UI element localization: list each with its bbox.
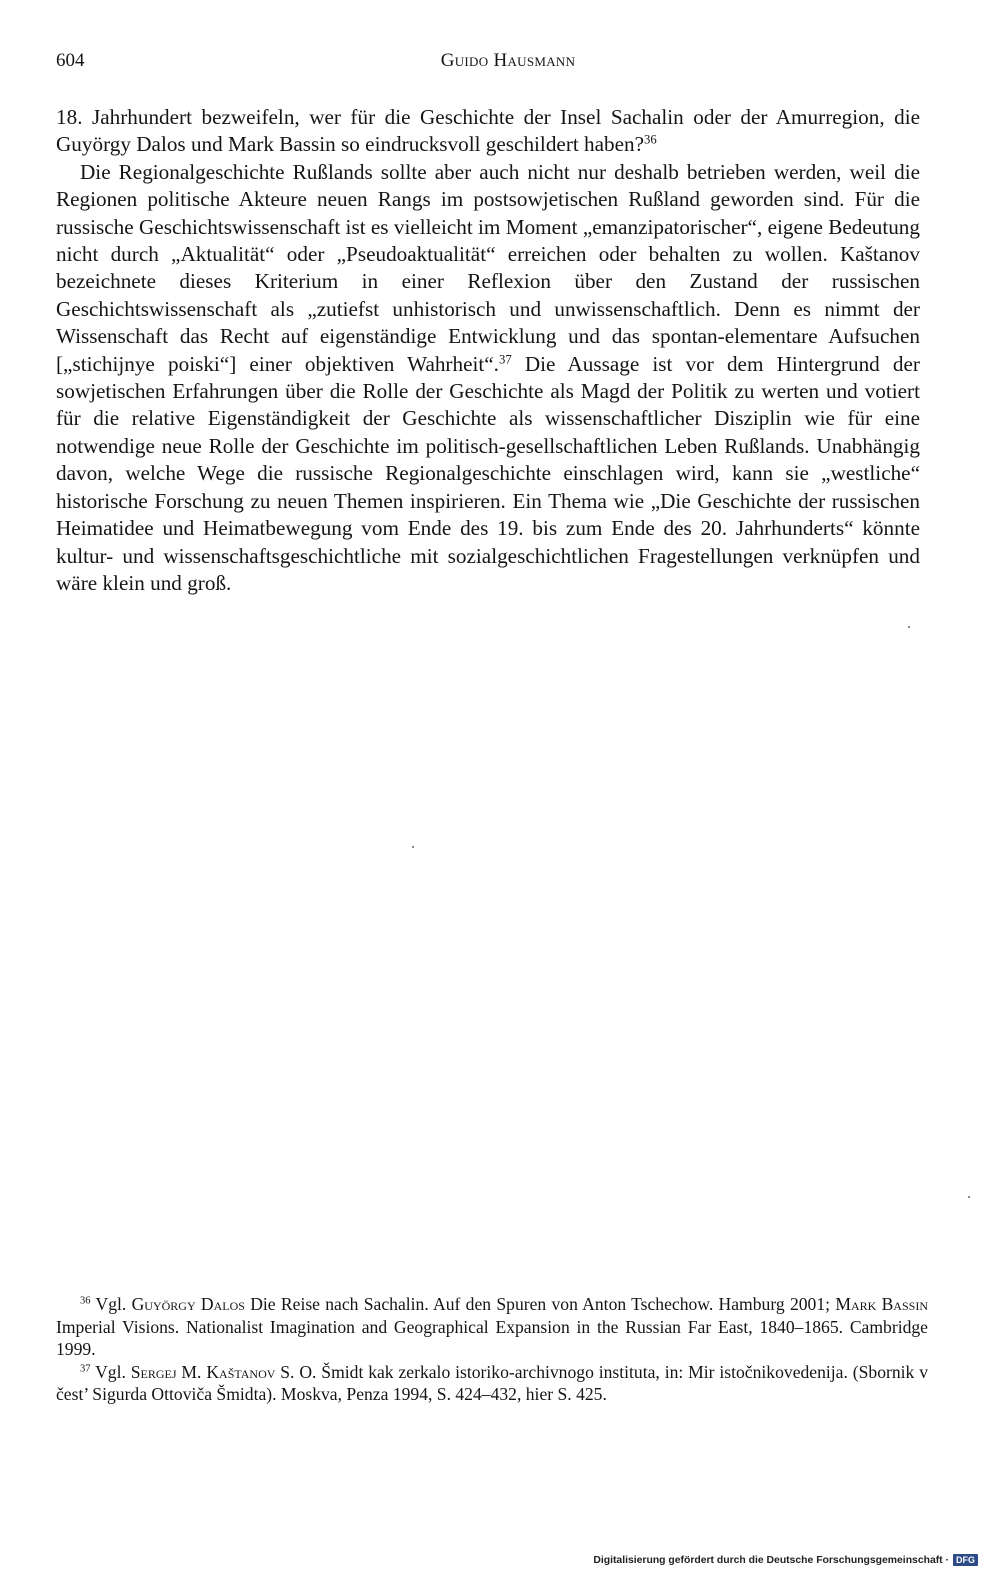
- page-number: 604: [56, 50, 85, 71]
- paragraph-2: [56, 159, 920, 598]
- footnote-text: Imperial Visions. Nationalist Imagination and Geographical Expansion in the Russian Far East, 1840–1865. Cambridge 1999.: [56, 1316, 928, 1360]
- footnote-text: Die Reise nach Sachalin. Auf den Spuren von Anton Tschechow. Hamburg 2001;: [244, 1294, 836, 1314]
- digitization-footer: [593, 1554, 978, 1566]
- paragraph-1-text: 18. Jahrhundert bezweifeln, wer für die Geschichte der Insel Sachalin oder der Amurregion, die Guyörgy Dalos und Mark Bassin so eindrucksvoll geschildert haben?: [56, 105, 920, 157]
- scan-speck: [908, 626, 910, 628]
- footnotes: [56, 1293, 928, 1406]
- footnote-36: [56, 1293, 928, 1361]
- footnote-author: Sergej M. Kaštanov: [130, 1361, 276, 1382]
- footnote-text: S. O. Šmidt kak zerkalo istoriko-archivnogo instituta, in: Mir istočnikovedenija. (Sbornik v čest’ Sigurda Ottoviča Šmidta). Moskva, Penza 1994, S. 424–432, hier S. 425.: [56, 1361, 928, 1405]
- footnote-37: [56, 1361, 928, 1406]
- dfg-logo: DFG: [953, 1554, 978, 1566]
- footnote-ref-36[interactable]: 36: [644, 132, 657, 147]
- scan-speck: [412, 846, 414, 848]
- footnote-author: Guyörgy Dalos: [131, 1294, 245, 1314]
- page-header: [56, 50, 920, 80]
- footnote-lead: Vgl.: [90, 1361, 131, 1382]
- footnote-number: 36: [80, 1295, 91, 1307]
- footnote-number: 37: [80, 1363, 91, 1375]
- footnote-author: Mark Bassin: [835, 1294, 928, 1314]
- digitization-note: Digitalisierung gefördert durch die Deutsche Forschungsgemeinschaft ·: [593, 1554, 949, 1566]
- body-text: [56, 104, 920, 597]
- paragraph-2-text-b: Die Aussage ist vor dem Hintergrund der sowjetischen Erfahrungen über die Rolle der Geschichte als Magd der Politik zu werten und votiert für die relative Eigenständigkeit der Geschichte als wissenschaftlicher Disziplin wie für eine notwendige neue Rolle der Geschichte im politisch-gesellschaftlichen Leben Rußlands. Unabhängig davon, welche Wege die russische Regionalgeschichte einschlagen wird, kann sie „westliche“ historische Forschung zu neuen Themen inspirieren. Ein Thema wie „Die Geschichte der russischen Heimatidee und Heimatbewegung vom Ende des 19. bis zum Ende des 20. Jahrhunderts“ könnte kultur- und wissenschaftsgeschichtliche mit sozialgeschichtlichen Fragestellungen verknüpfen und wäre klein und groß.: [56, 351, 920, 595]
- running-head: Guido Hausmann: [440, 50, 576, 71]
- footnote-lead: Vgl.: [90, 1294, 132, 1314]
- scan-speck: [968, 1196, 970, 1198]
- paragraph-2-text-a: Die Regionalgeschichte Rußlands sollte aber auch nicht nur deshalb betrieben werden, weil die Regionen politische Akteure neuen Rangs im postsowjetischen Rußland geworden sind. Für die russische Geschichtswissenschaft ist es vielleicht im Moment „emanzipatorischer“, eigene Bedeutung nicht durch „Aktualität“ oder „Pseudoaktualität“ erreichen oder behalten zu wollen. Kaštanov bezeichnete dieses Kriterium in einer Reflexion über den Zustand der russischen Geschichtswissenschaft als „zutiefst unhistorisch und unwissenschaftlich. Denn es nimmt der Wissenschaft das Recht auf eigenständige Entwicklung und das spontan-elementare Aufsuchen [„stichijnye poiski“] einer objektiven Wahrheit“.: [56, 159, 920, 376]
- paragraph-1: [56, 104, 920, 159]
- footnote-ref-37[interactable]: 37: [498, 352, 512, 367]
